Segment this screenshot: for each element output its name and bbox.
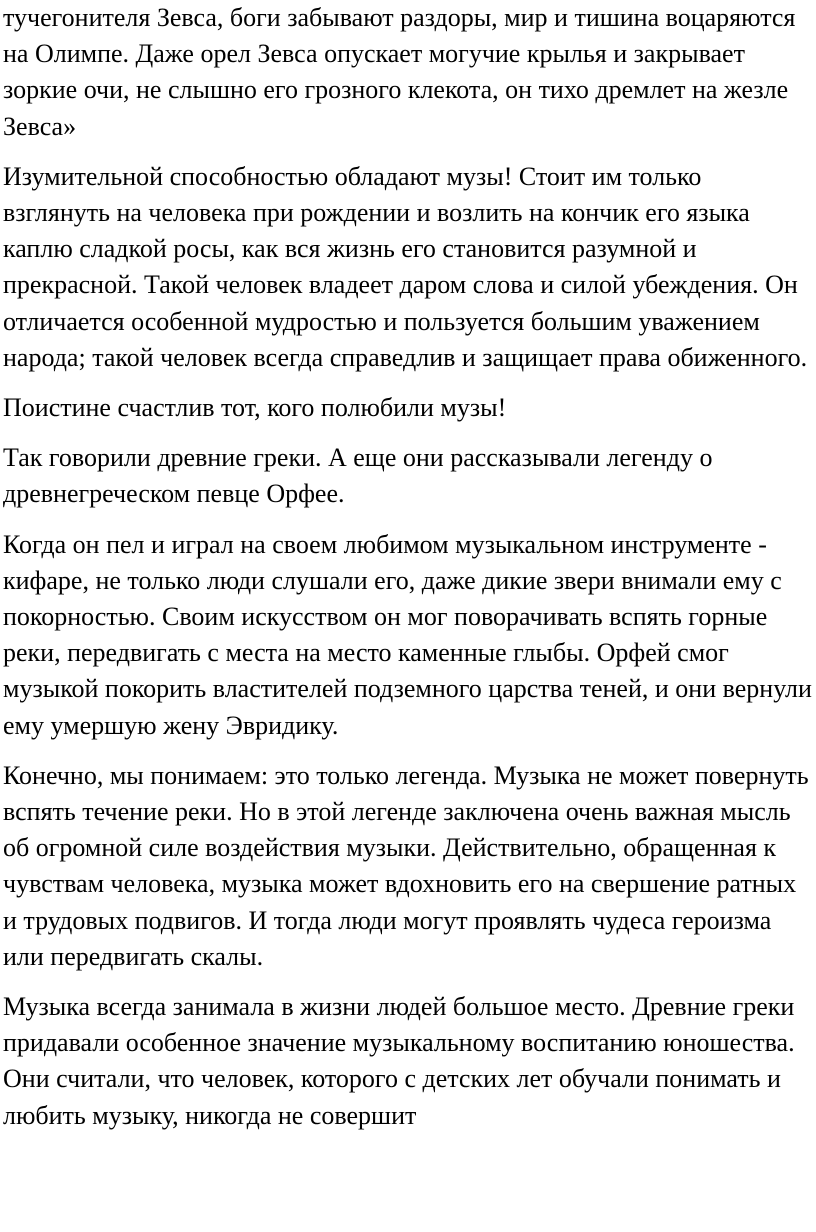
- paragraph-zeus-olympus: тучегонителя Зевса, боги забывают раздоры, мир и тишина воцаряются на Олимпе. Даже орел Зевса опускает могучие крылья и закрывает зоркие очи, не слышно его грозного клекота, он тихо дремлет на жезле Зевса»: [3, 3, 796, 141]
- paragraph-orpheus-legend: Так говорили древние греки. А еще они рассказывали легенду о древнегреческом певце Орфее.: [3, 443, 713, 509]
- paragraph-orpheus-kithara: Когда он пел и играл на своем любимом музыкальном инструменте - кифаре, не только люди слушали его, даже дикие звери внимали ему с покорностью. Своим искусством он мог поворачивать вспять горные реки, передвигать с места на место каменные глыбы. Орфей смог музыкой покорить властителей подземного царства теней, и они вернули ему умершую жену Эвридику.: [3, 529, 812, 740]
- paragraph-happy-muses: Поистине счастлив тот, кого полюбили музы!: [3, 393, 507, 423]
- paragraph-muses-gift: Изумительной способностью обладают музы! Стоит им только взглянуть на человека при рождении и возлить на кончик его языка каплю сладкой росы, как вся жизнь его становится разумной и прекрасной. Такой человек владеет даром слова и силой убеждения. Он отличается особенной мудростью и пользуется большим уважением народа; такой человек всегда справедлив и защищает права обиженного.: [3, 161, 808, 372]
- paragraph-music-education: Музыка всегда занимала в жизни людей большое место. Древние греки придавали особенное значение музыкальному воспитанию юношества. Они считали, что человек, которого с детских лет обучали понимать и любить музыку, никогда не совершит: [3, 992, 795, 1130]
- paragraph-power-of-music: Конечно, мы понимаем: это только легенда. Музыка не может повернуть вспять течение реки. Но в этой легенде заключена очень важная мысль об огромной силе воздействия музыки. Действительно, обращенная к чувствам человека, музыка может вдохновить его на свершение ратных и трудовых подвигов. И тогда люди могут проявлять чудеса героизма или передвигать скалы.: [3, 760, 809, 971]
